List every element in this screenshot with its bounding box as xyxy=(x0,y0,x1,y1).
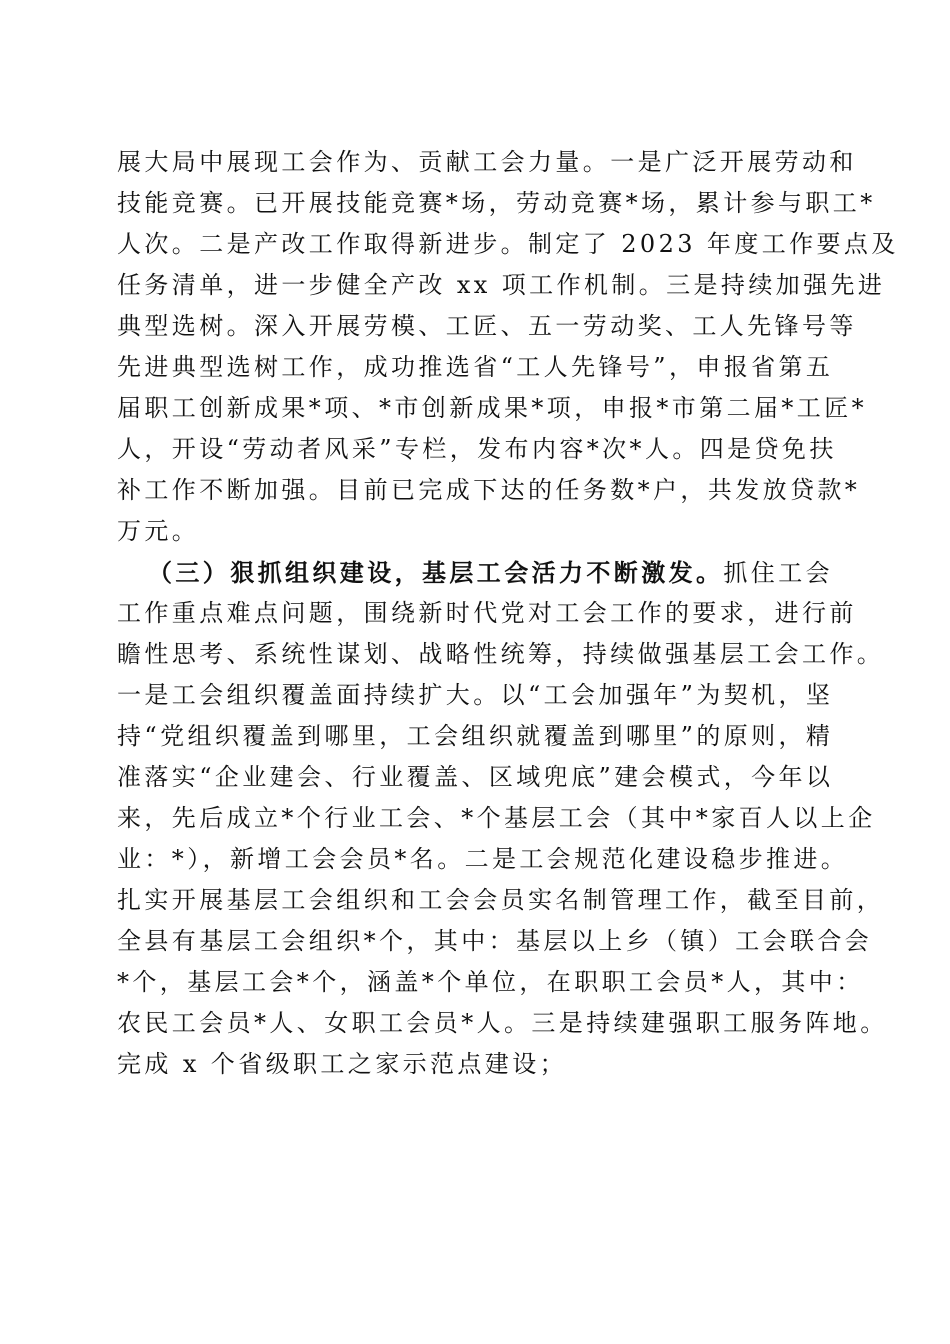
text-line: 技能竞赛。已开展技能竞赛*场，劳动竞赛*场，累计参与职工* xyxy=(117,189,876,217)
text-line: 展大局中展现工会作为、贡献工会力量。一是广泛开展劳动和 xyxy=(117,148,857,176)
text-line: 典型选树。深入开展劳模、工匠、五一劳动奖、工人先锋号等 xyxy=(117,312,857,340)
text-line: *个，基层工会*个，涵盖*个单位，在职职工会员*人，其中： xyxy=(117,968,864,996)
text-line: 业：*），新增工会会员*名。二是工会规范化建设稳步推进。 xyxy=(117,845,849,873)
text-line: 工作重点难点问题，围绕新时代党对工会工作的要求，进行前 xyxy=(117,599,857,627)
text-line: 瞻性思考、系统性谋划、战略性统筹，持续做强基层工会工作。 xyxy=(117,640,885,668)
document-body xyxy=(117,142,899,1085)
paragraph-first-line xyxy=(117,552,837,593)
text-line: 全县有基层工会组织*个，其中：基层以上乡（镇）工会联合会 xyxy=(117,927,873,955)
text-line: 持“党组织覆盖到哪里，工会组织就覆盖到哪里”的原则，精 xyxy=(117,722,834,750)
text-line: 人，开设“劳动者风采”专栏，发布内容*次*人。四是贷免扶 xyxy=(117,435,837,463)
section-heading: （三）狠抓组织建设，基层工会活力不断激发。 xyxy=(148,558,724,587)
text-line: 届职工创新成果*项、*市创新成果*项，申报*市第二届*工匠* xyxy=(117,394,867,422)
text-line: 完成 x 个省级职工之家示范点建设； xyxy=(117,1050,567,1078)
text-line: 扎实开展基层工会组织和工会会员实名制管理工作，截至目前， xyxy=(117,886,885,914)
heading-continuation: 抓住工会 xyxy=(723,559,834,587)
text-line: 万元。 xyxy=(117,517,200,545)
text-line: 任务清单，进一步健全产改 xx 项工作机制。三是持续加强先进 xyxy=(117,271,886,299)
text-line: 来，先后成立*个行业工会、*个基层工会（其中*家百人以上企 xyxy=(117,804,876,832)
text-line: 农民工会员*人、女职工会员*人。三是持续建强职工服务阵地。 xyxy=(117,1009,888,1037)
text-line: 先进典型选树工作，成功推选省“工人先锋号”，申报省第五 xyxy=(117,353,834,381)
paragraph-achievements xyxy=(117,142,899,552)
text-line: 补工作不断加强。目前已完成下达的任务数*户，共发放贷款* xyxy=(117,476,861,504)
paragraph-organization xyxy=(117,552,888,1085)
text-line: 准落实“企业建会、行业覆盖、区域兜底”建会模式，今年以 xyxy=(117,763,834,791)
text-line: 一是工会组织覆盖面持续扩大。以“工会加强年”为契机，坚 xyxy=(117,681,834,709)
text-line: 人次。二是产改工作取得新进步。制定了 2023 年度工作要点及 xyxy=(117,230,899,258)
